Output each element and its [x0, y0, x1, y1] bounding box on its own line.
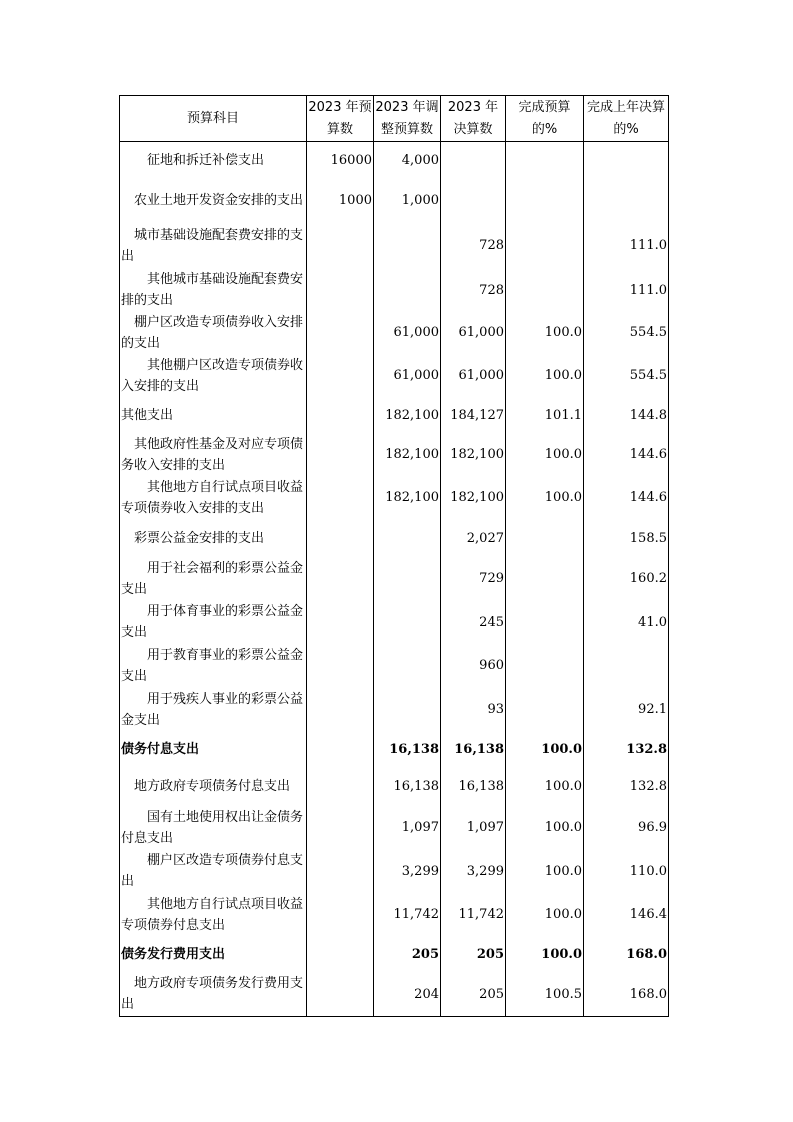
row-budget [307, 601, 374, 644]
table-row [120, 732, 669, 768]
row-adjusted: 16,138 [374, 732, 441, 768]
header-final-account: 2023 年决算数 [441, 96, 506, 142]
row-adjusted [374, 644, 441, 688]
table-row [120, 806, 669, 850]
row-budget [307, 768, 374, 806]
table-row [120, 476, 669, 520]
row-budget [307, 354, 374, 398]
header-pct-of-last-year: 完成上年决算的% [584, 96, 669, 142]
row-pct-last: 160.2 [584, 557, 669, 601]
row-final [441, 179, 506, 223]
table-row [120, 850, 669, 893]
row-adjusted: 182,100 [374, 434, 441, 476]
row-pct-budget [506, 557, 584, 601]
row-final: 93 [441, 688, 506, 732]
row-pct-budget: 100.0 [506, 476, 584, 520]
row-adjusted: 205 [374, 937, 441, 973]
row-pct-last [584, 179, 669, 223]
row-pct-budget [506, 688, 584, 732]
row-pct-budget: 100.5 [506, 973, 584, 1017]
row-subject: 其他地方自行试点项目收益专项债券付息支出 [120, 893, 307, 937]
row-budget: 1000 [307, 179, 374, 223]
row-final: 205 [441, 937, 506, 973]
row-budget [307, 893, 374, 937]
row-budget [307, 557, 374, 601]
row-pct-budget: 100.0 [506, 937, 584, 973]
row-final: 182,100 [441, 476, 506, 520]
row-subject: 农业土地开发资金安排的支出 [120, 179, 307, 223]
row-pct-last: 41.0 [584, 601, 669, 644]
row-pct-budget [506, 179, 584, 223]
row-subject: 其他支出 [120, 398, 307, 434]
row-pct-budget: 100.0 [506, 312, 584, 354]
row-subject: 国有土地使用权出让金债务付息支出 [120, 806, 307, 850]
row-adjusted: 11,742 [374, 893, 441, 937]
row-adjusted [374, 601, 441, 644]
row-budget: 16000 [307, 142, 374, 179]
row-adjusted [374, 688, 441, 732]
row-pct-last [584, 142, 669, 179]
row-pct-budget: 100.0 [506, 806, 584, 850]
row-pct-last: 168.0 [584, 937, 669, 973]
table-row [120, 354, 669, 398]
budget-table [119, 95, 669, 1017]
row-final: 245 [441, 601, 506, 644]
row-adjusted: 61,000 [374, 312, 441, 354]
row-pct-last: 144.6 [584, 434, 669, 476]
row-subject: 其他政府性基金及对应专项债务收入安排的支出 [120, 434, 307, 476]
row-pct-last: 144.6 [584, 476, 669, 520]
row-final: 2,027 [441, 520, 506, 557]
row-subject: 用于教育事业的彩票公益金支出 [120, 644, 307, 688]
row-final: 729 [441, 557, 506, 601]
row-final: 182,100 [441, 434, 506, 476]
row-subject: 其他城市基础设施配套费安排的支出 [120, 269, 307, 312]
row-final: 205 [441, 973, 506, 1017]
row-budget [307, 973, 374, 1017]
row-subject: 彩票公益金安排的支出 [120, 520, 307, 557]
row-budget [307, 520, 374, 557]
row-budget [307, 732, 374, 768]
table-row [120, 434, 669, 476]
table-row [120, 269, 669, 312]
row-adjusted: 204 [374, 973, 441, 1017]
row-budget [307, 269, 374, 312]
table-row [120, 688, 669, 732]
row-pct-budget: 100.0 [506, 354, 584, 398]
row-subject: 用于体育事业的彩票公益金支出 [120, 601, 307, 644]
row-adjusted [374, 557, 441, 601]
row-adjusted: 16,138 [374, 768, 441, 806]
table-row [120, 601, 669, 644]
row-budget [307, 937, 374, 973]
row-final: 184,127 [441, 398, 506, 434]
row-pct-last: 111.0 [584, 223, 669, 269]
header-subject: 预算科目 [120, 96, 307, 142]
row-pct-budget: 100.0 [506, 850, 584, 893]
row-subject: 城市基础设施配套费安排的支出 [120, 223, 307, 269]
row-subject: 债务发行费用支出 [120, 937, 307, 973]
row-subject: 征地和拆迁补偿支出 [120, 142, 307, 179]
row-budget [307, 850, 374, 893]
header-pct-of-budget: 完成预算的% [506, 96, 584, 142]
row-pct-last: 110.0 [584, 850, 669, 893]
row-adjusted: 182,100 [374, 476, 441, 520]
header-adjusted-budget: 2023 年调整预算数 [374, 96, 441, 142]
row-pct-budget [506, 142, 584, 179]
header-row [120, 96, 669, 142]
row-subject: 地方政府专项债务付息支出 [120, 768, 307, 806]
row-pct-budget: 100.0 [506, 434, 584, 476]
row-pct-budget: 100.0 [506, 768, 584, 806]
table-row [120, 312, 669, 354]
table-row [120, 768, 669, 806]
row-pct-last: 158.5 [584, 520, 669, 557]
row-subject: 用于社会福利的彩票公益金支出 [120, 557, 307, 601]
row-pct-last: 132.8 [584, 732, 669, 768]
table-row [120, 557, 669, 601]
row-final: 11,742 [441, 893, 506, 937]
table-row [120, 398, 669, 434]
row-adjusted: 3,299 [374, 850, 441, 893]
row-budget [307, 806, 374, 850]
row-pct-budget: 100.0 [506, 732, 584, 768]
row-final: 16,138 [441, 732, 506, 768]
table-row [120, 973, 669, 1017]
row-pct-last: 96.9 [584, 806, 669, 850]
row-final: 61,000 [441, 354, 506, 398]
header-budget: 2023 年预算数 [307, 96, 374, 142]
row-pct-last: 554.5 [584, 312, 669, 354]
row-pct-last: 554.5 [584, 354, 669, 398]
row-adjusted: 182,100 [374, 398, 441, 434]
row-pct-budget [506, 269, 584, 312]
table-row [120, 937, 669, 973]
row-pct-last: 111.0 [584, 269, 669, 312]
row-pct-last: 132.8 [584, 768, 669, 806]
row-pct-budget [506, 644, 584, 688]
row-subject: 用于残疾人事业的彩票公益金支出 [120, 688, 307, 732]
row-pct-last: 92.1 [584, 688, 669, 732]
row-budget [307, 688, 374, 732]
row-final: 1,097 [441, 806, 506, 850]
row-budget [307, 476, 374, 520]
row-final: 3,299 [441, 850, 506, 893]
row-pct-last: 168.0 [584, 973, 669, 1017]
row-subject: 债务付息支出 [120, 732, 307, 768]
row-final: 61,000 [441, 312, 506, 354]
row-pct-last: 146.4 [584, 893, 669, 937]
row-budget [307, 223, 374, 269]
row-pct-budget: 101.1 [506, 398, 584, 434]
row-budget [307, 434, 374, 476]
row-pct-budget [506, 520, 584, 557]
row-pct-budget: 100.0 [506, 893, 584, 937]
row-adjusted [374, 223, 441, 269]
row-pct-budget [506, 601, 584, 644]
row-pct-last: 144.8 [584, 398, 669, 434]
row-subject: 棚户区改造专项债券收入安排的支出 [120, 312, 307, 354]
table-row [120, 142, 669, 179]
table-row [120, 223, 669, 269]
row-subject: 地方政府专项债务发行费用支出 [120, 973, 307, 1017]
table-row [120, 644, 669, 688]
row-subject: 其他棚户区改造专项债券收入安排的支出 [120, 354, 307, 398]
row-budget [307, 644, 374, 688]
row-pct-budget [506, 223, 584, 269]
row-final: 728 [441, 223, 506, 269]
table-row [120, 520, 669, 557]
row-final: 16,138 [441, 768, 506, 806]
row-final: 728 [441, 269, 506, 312]
row-adjusted: 61,000 [374, 354, 441, 398]
row-subject: 其他地方自行试点项目收益专项债券收入安排的支出 [120, 476, 307, 520]
table-row [120, 893, 669, 937]
row-pct-last [584, 644, 669, 688]
row-budget [307, 398, 374, 434]
row-budget [307, 312, 374, 354]
row-final: 960 [441, 644, 506, 688]
row-subject: 棚户区改造专项债券付息支出 [120, 850, 307, 893]
row-adjusted [374, 520, 441, 557]
row-adjusted: 1,000 [374, 179, 441, 223]
row-adjusted: 1,097 [374, 806, 441, 850]
table-row [120, 179, 669, 223]
row-final [441, 142, 506, 179]
row-adjusted: 4,000 [374, 142, 441, 179]
row-adjusted [374, 269, 441, 312]
